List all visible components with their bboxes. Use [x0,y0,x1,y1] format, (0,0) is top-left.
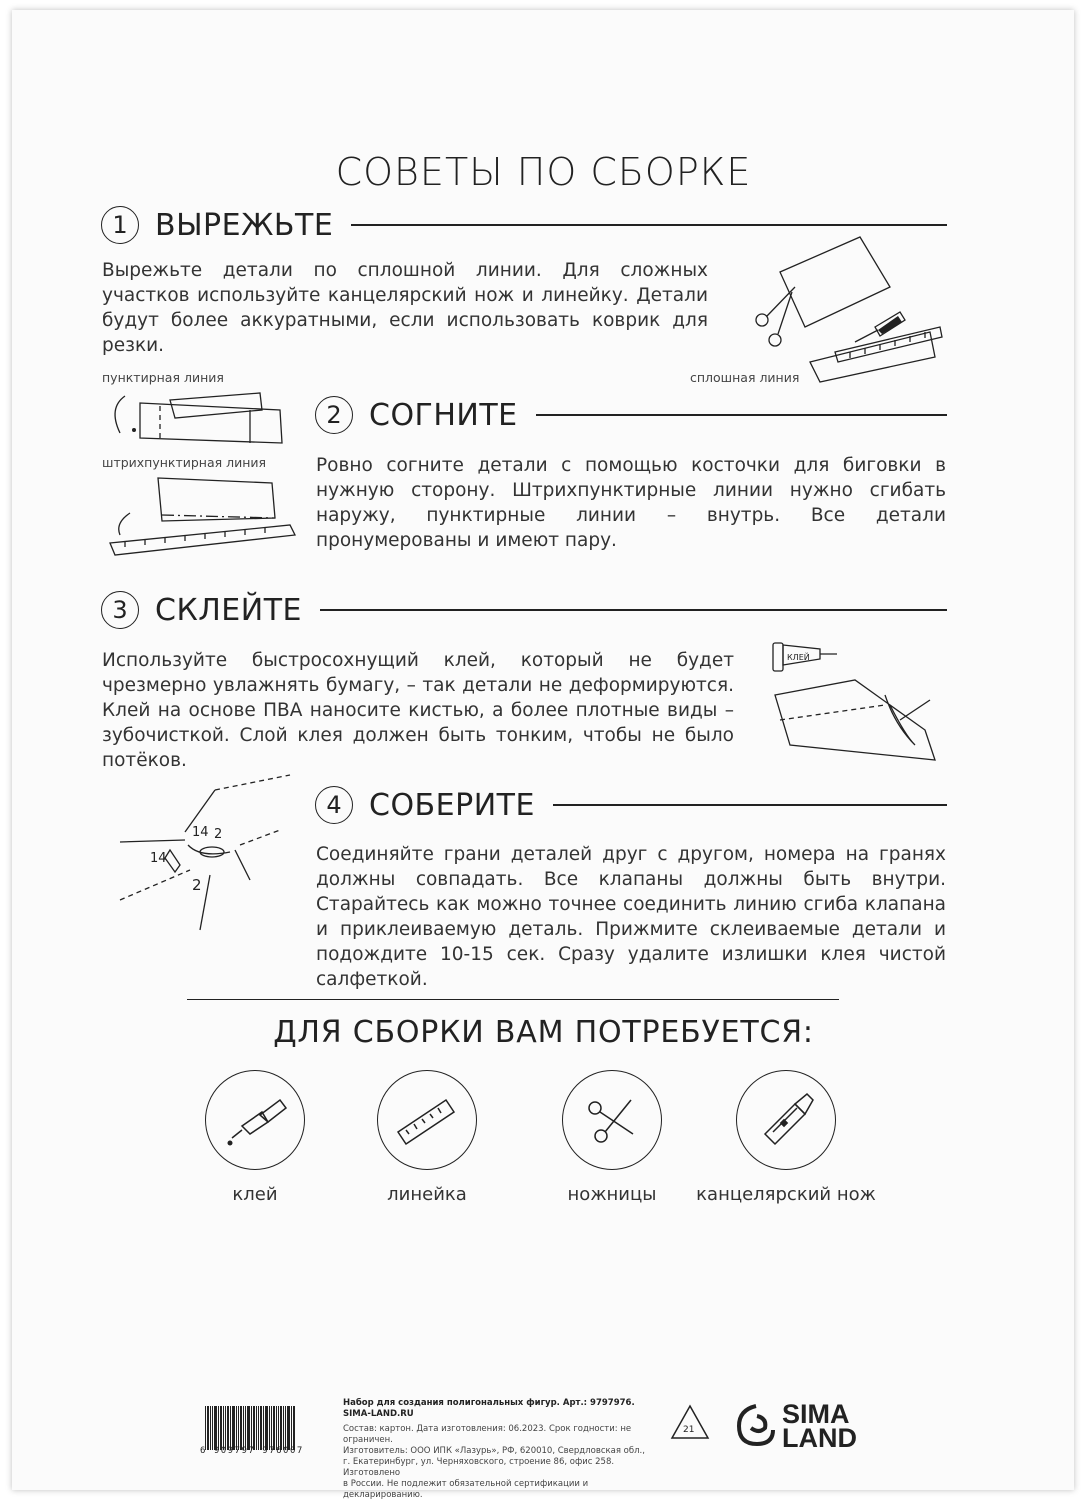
cutting-illustration [750,232,950,392]
product-line-3: г. Екатеринбург, ул. Черняховского, строение 86, офис 258. Изготовлено [343,1457,615,1478]
glue-tube-icon [205,1070,305,1170]
recycle-icon [668,1402,712,1444]
step-4-title: СОБЕРИТЕ [369,787,535,823]
page-title: СОВЕТЫ ПО СБОРКЕ [335,150,752,194]
dashdot-fold-illustration [100,473,300,565]
sima-land-logo-icon [733,1400,779,1450]
step-4-text: Соединяйте грани деталей друг с другом, номера на гранях должны совпадать. Все клапаны должны быть внутри. Старайтесь как можно точнее соединить линию сгиба клапана и приклеиваемую деталь. Прижмите склеиваемые детали и подождите 10-15 сек. Сразу удалите излишки клея чистой салфеткой. [316,844,946,990]
step-1-number: 1 [101,206,139,244]
assembly-illustration [110,770,310,940]
glue-tube-label: КЛЕЙ [787,653,810,662]
step-1-text: Вырежьте детали по сплошной линии. Для сложных участков используйте канцелярский нож и линейку. Детали будут более аккуратными, если использовать коврик для резки. [102,260,708,356]
step-3-header [101,585,947,635]
product-line-4: в России. Не подлежит обязательной сертификации и декларированию. [343,1479,589,1500]
step-2-text: Ровно согните детали с помощью косточки для биговки в нужную сторону. Штрихпунктирные линии нужно сгибать наружу, пунктирные линии – внутрь. Все детали пронумерованы и имеют пару. [316,455,946,551]
step-4-header [315,780,947,830]
product-line-2: Изготовитель: ООО ИПК «Лазурь», РФ, 620010, Свердловская обл., [343,1446,645,1456]
brand-bottom: LAND [782,1423,857,1453]
brand-name [782,1399,857,1453]
needs-title: ДЛЯ СБОРКИ ВАМ ПОТРЕБУЕТСЯ: [273,1015,814,1050]
tool-glue-label: клей [232,1184,278,1205]
edge-mark-2-top: 2 [214,827,223,842]
tool-scissors-label: ножницы [567,1184,657,1205]
step-1-caption: сплошная линия [690,370,800,385]
edge-mark-2-bottom: 2 [192,876,202,894]
step-3-title: СКЛЕЙТЕ [155,592,302,628]
tool-ruler [327,1070,527,1208]
glue-illustration [765,635,950,770]
scissors-icon [562,1070,662,1170]
product-info [343,1398,663,1501]
brand-top: SIMA [782,1399,850,1429]
tool-glue [155,1070,355,1208]
step-3-number: 3 [101,591,139,629]
tool-ruler-label: линейка [387,1184,467,1205]
step-4-number: 4 [315,786,353,824]
step-3-text: Используйте быстросохнущий клей, который не будет чрезмерно увлажнять бумагу, – так детали не деформируются. Клей на основе ПВА наносите кистью, а более плотные виды – зубочисткой. Слой клея должен быть тонким, чтобы не было потёков. [102,650,734,771]
tool-utility-knife-label: канцелярский нож [696,1184,876,1205]
utility-knife-icon [736,1070,836,1170]
step-2-header [315,390,947,440]
ruler-icon [377,1070,477,1170]
step-2-caption-top: пунктирная линия [102,370,224,385]
tool-utility-knife [686,1070,886,1208]
recycle-code: 21 [683,1425,695,1435]
product-line-1: Состав: картон. Дата изготовления: 06.2023. Срок годности: не ограничен. [343,1424,632,1445]
edge-mark-14-bottom: 14 [150,851,167,866]
step-2-caption-bottom: штрихпунктирная линия [102,455,267,470]
dashed-fold-illustration [100,388,295,450]
step-2-number: 2 [315,396,353,434]
section-divider [187,999,839,1000]
step-3-rule [320,609,947,610]
step-1-title: ВЫРЕЖЬТЕ [155,207,334,243]
step-1-rule [351,224,947,225]
edge-mark-14-top: 14 [192,825,209,840]
step-2-title: СОГНИТЕ [369,397,518,433]
step-4-rule [553,804,947,805]
step-2-rule [536,414,947,415]
product-name: Набор для создания полигональных фигур. Арт.: 9797976. SIMA-LAND.RU [343,1398,635,1419]
tool-scissors [512,1070,712,1208]
barcode [205,1400,320,1450]
barcode-number: 6 909797 976007 [200,1446,304,1456]
